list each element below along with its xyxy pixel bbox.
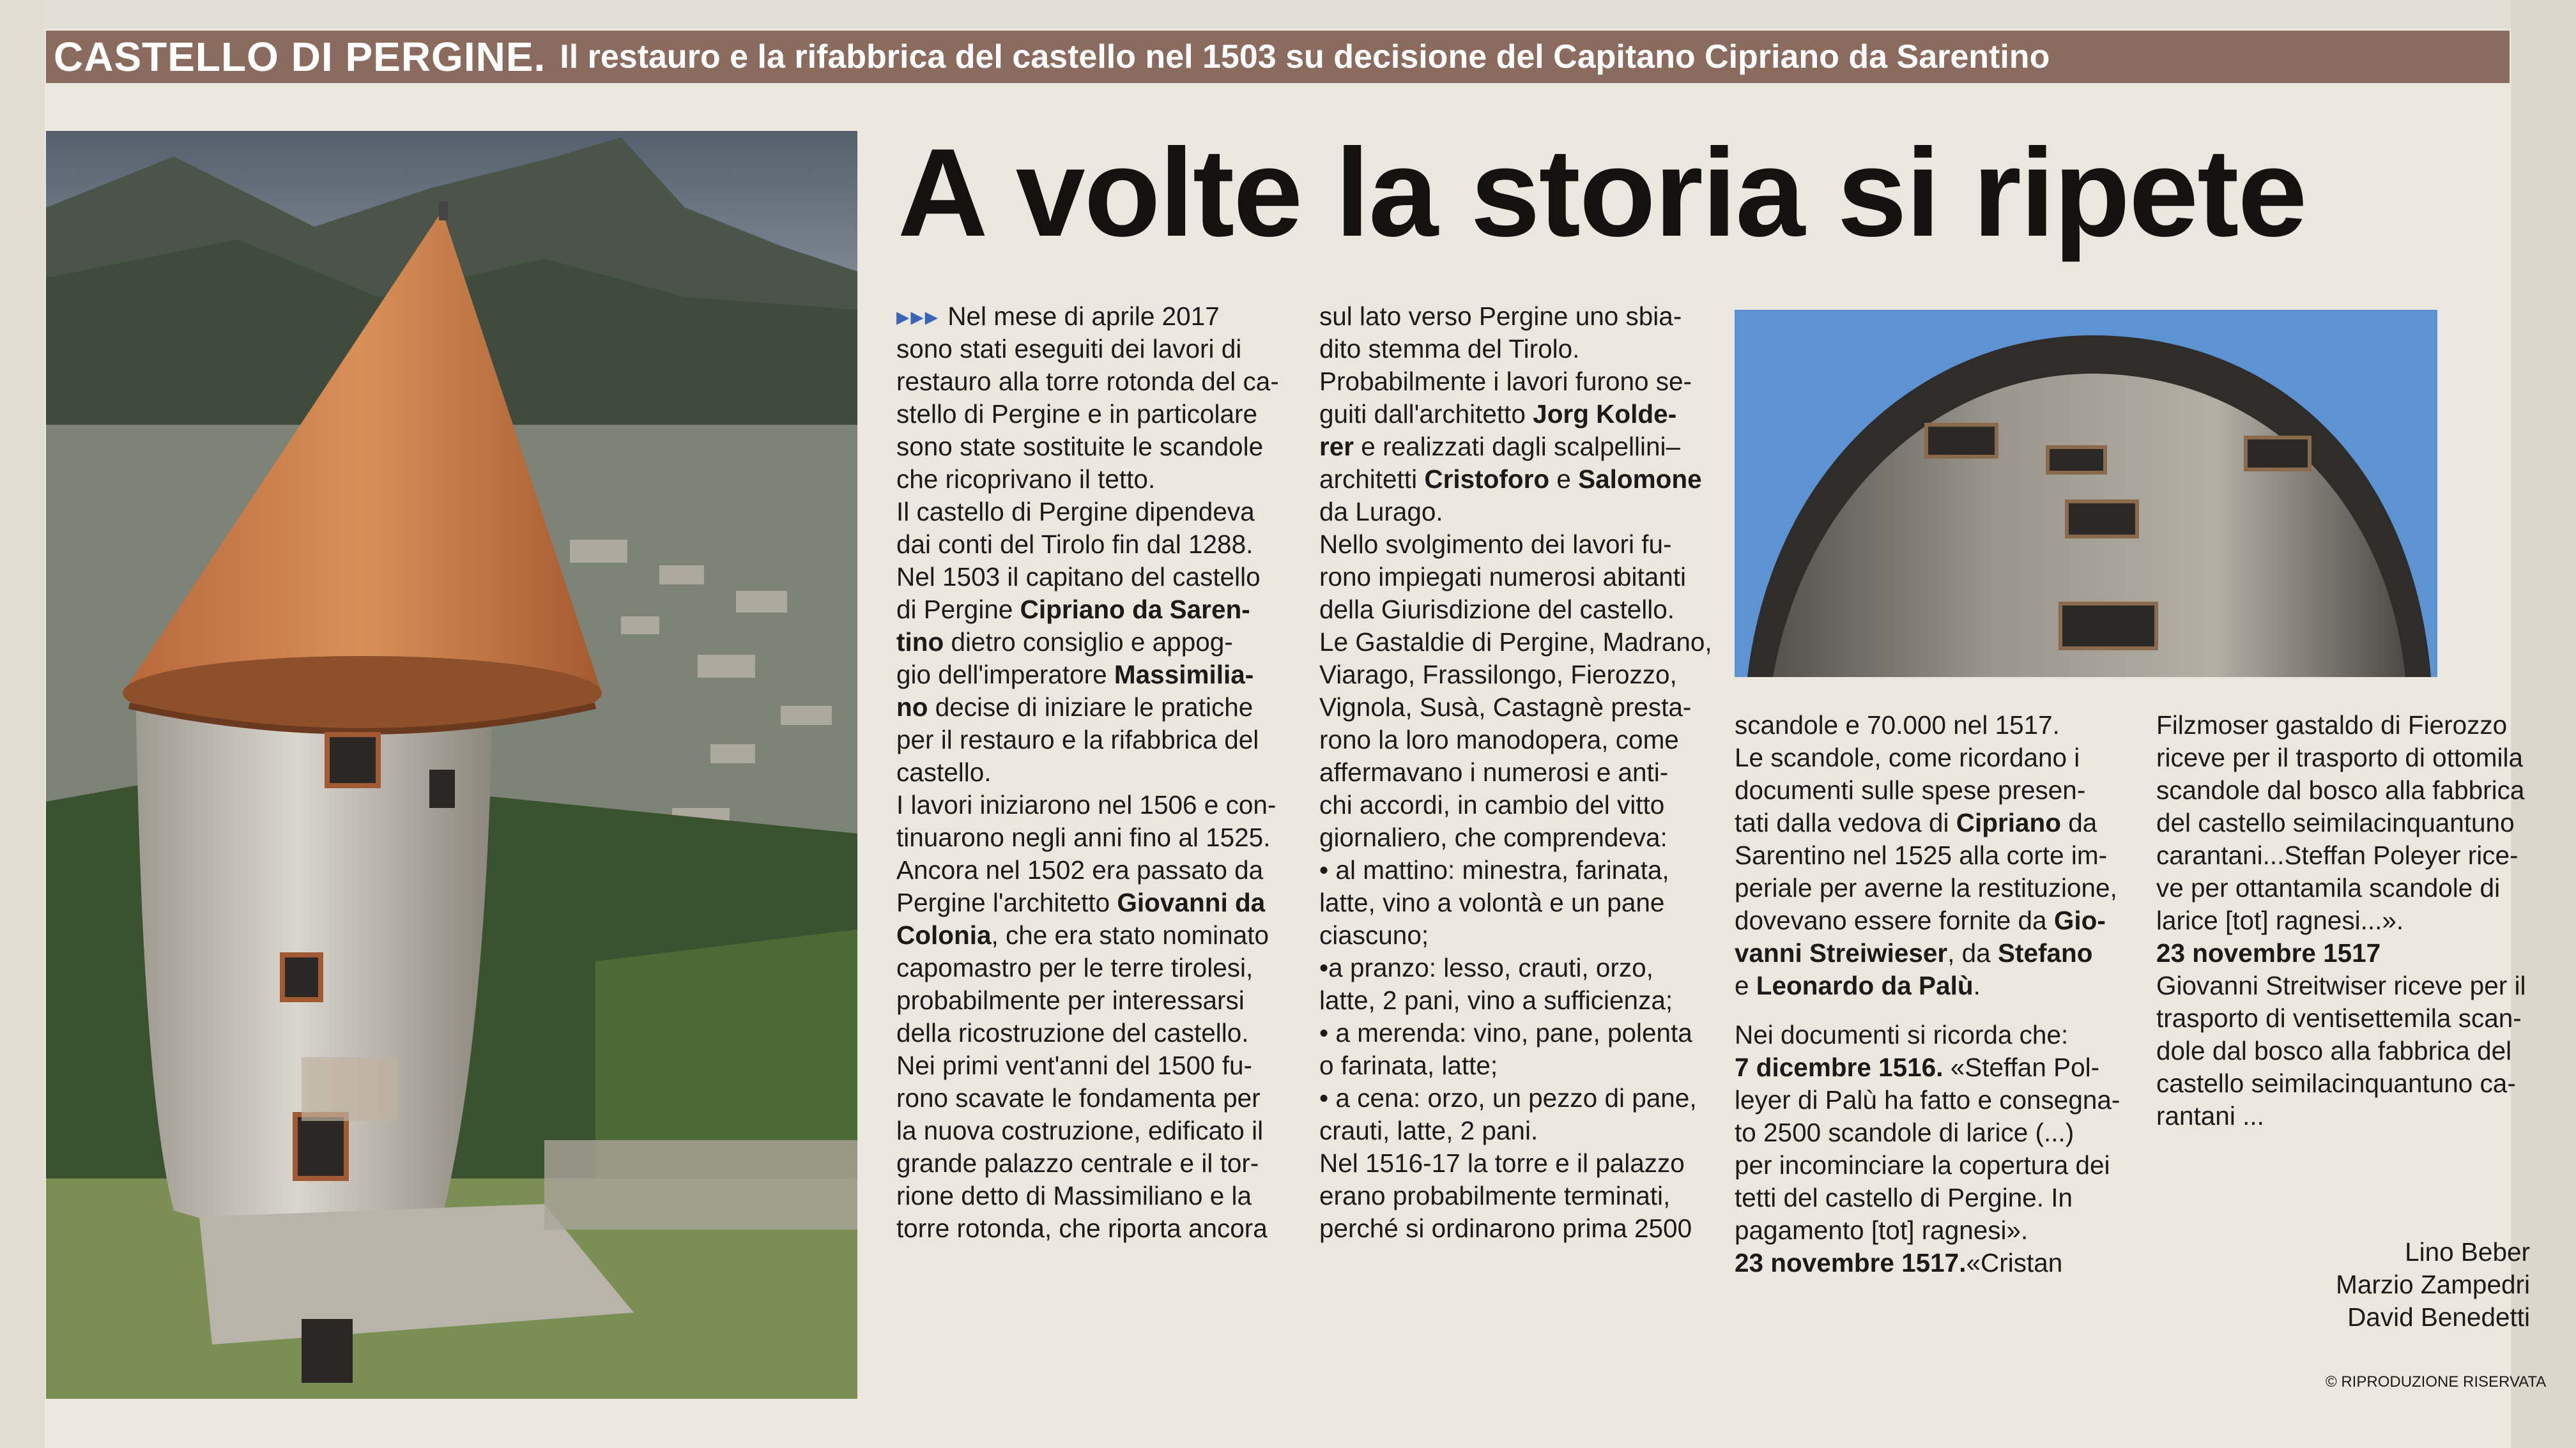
text-line: castello seimilacinquantuno ca- <box>2156 1069 2516 1098</box>
text-line: chi accordi, in cambio del vitto <box>1319 790 1665 819</box>
bold-text: Cipriano <box>1956 808 2061 837</box>
text-line: sono state sostituite le scandole <box>896 432 1264 461</box>
text-line: • a merenda: vino, pane, polenta <box>1319 1018 1692 1048</box>
text-line: castello. <box>896 758 992 787</box>
text-line: ciascuno; <box>1319 920 1429 950</box>
text-line: rantani ... <box>2156 1101 2264 1131</box>
text-line: Nei primi vent'anni del 1500 fu- <box>896 1051 1253 1080</box>
text-line: rono scavate le fondamenta per <box>896 1083 1261 1113</box>
text-line: che ricoprivano il tetto. <box>896 464 1156 494</box>
text-line: pagamento [tot] ragnesi». <box>1735 1216 2028 1245</box>
section-subtitle: Il restauro e la rifabbrica del castello nel 1503 su decisione del Capitano Cipriano da Sarentino <box>560 38 2050 75</box>
text-line: Sarentino nel 1525 alla corte im- <box>1735 841 2108 870</box>
text-line: di Pergine Cipriano da Saren- <box>896 595 1250 624</box>
bold-text: tino <box>896 627 944 657</box>
text-line: la nuova costruzione, edificato il <box>896 1116 1264 1145</box>
text-line: grande palazzo centrale e il tor- <box>896 1148 1259 1178</box>
bold-text: rer <box>1319 432 1354 461</box>
text-line: Nei documenti si ricorda che: <box>1735 1020 2069 1049</box>
text-line: guiti dall'architetto Jorg Kolde- <box>1319 399 1677 429</box>
bold-text: Salomone <box>1578 464 1702 494</box>
text-line: ve per ottantamila scandole di <box>2156 873 2501 903</box>
text-line: Viarago, Frassilongo, Fierozzo, <box>1319 660 1677 689</box>
bold-text: 23 novembre 1517. <box>1735 1248 1966 1277</box>
text-line: capomastro per le terre tirolesi, <box>896 953 1254 982</box>
bold-text: 23 novembre 1517 <box>2156 938 2381 968</box>
text-line: • al mattino: minestra, farinata, <box>1319 855 1669 885</box>
text-line: sul lato verso Pergine uno sbia- <box>1319 301 1682 331</box>
text-line: leyer di Palù ha fatto e consegna- <box>1735 1085 2120 1115</box>
author-name: David Benedetti <box>2347 1302 2530 1332</box>
bold-text: Leonardo da Palù <box>1756 971 1974 1000</box>
text-line: probabilmente per interessarsi <box>896 986 1245 1015</box>
text-line: 7 dicembre 1516. «Steffan Pol- <box>1735 1053 2100 1082</box>
article-column-1 <box>896 300 1280 1245</box>
text-line: documenti sulle spese presen- <box>1735 775 2086 805</box>
bold-text: Cristoforo <box>1424 464 1550 494</box>
text-line: dito stemma del Tirolo. <box>1319 334 1580 363</box>
text-line: Le Gastaldie di Pergine, Madrano, <box>1319 627 1712 657</box>
text-line: dole dal bosco alla fabbrica del <box>2156 1036 2512 1065</box>
text-line: vanni Streiwieser, da Stefano <box>1735 938 2093 968</box>
tower-detail-photo <box>1735 310 2437 677</box>
previous-page-edge <box>0 0 45 1448</box>
author-name: Marzio Zampedri <box>2336 1270 2530 1299</box>
text-line: Nel 1503 il capitano del castello <box>896 562 1261 591</box>
article-column-2 <box>1319 300 1712 1245</box>
article-headline: A volte la storia si ripete <box>898 123 2306 263</box>
bold-text: no <box>896 692 928 722</box>
text-line: Ancora nel 1502 era passato da <box>896 855 1264 885</box>
text-line: dovevano essere fornite da Gio- <box>1735 906 2106 935</box>
text-line: Pergine l'architetto Giovanni da <box>896 888 1266 917</box>
text-line: latte, 2 pani, vino a sufficienza; <box>1319 986 1673 1015</box>
text-line: •a pranzo: lesso, crauti, orzo, <box>1319 953 1653 982</box>
text-line: da Lurago. <box>1319 497 1443 526</box>
copyright-notice: © RIPRODUZIONE RISERVATA <box>2326 1373 2547 1391</box>
text-line: no decise di iniziare le pratiche <box>896 692 1254 722</box>
text-line: Il castello di Pergine dipendeva <box>896 497 1255 526</box>
text-line: torre rotonda, che riporta ancora <box>896 1214 1268 1243</box>
text-line: Nello svolgimento dei lavori fu- <box>1319 530 1672 559</box>
author-signatures <box>2249 1236 2530 1334</box>
article-column-3 <box>1735 709 2118 1279</box>
castle-tower-photo <box>46 131 857 1399</box>
text-line: giornaliero, che comprendeva: <box>1319 823 1667 852</box>
text-line: tinuarono negli anni fino al 1525. <box>896 823 1271 852</box>
bold-text: vanni Streiwieser <box>1735 938 1948 968</box>
text-line: rono impiegati numerosi abitanti <box>1319 562 1687 591</box>
text-line: • a cena: orzo, un pezzo di pane, <box>1319 1083 1697 1113</box>
bold-text: Giovanni da <box>1117 888 1266 917</box>
text-line: del castello seimilacinquantuno <box>2156 808 2515 837</box>
bold-text: 7 dicembre 1516. <box>1735 1053 1943 1082</box>
bold-text: Stefano <box>1997 938 2093 968</box>
section-title: CASTELLO DI PERGINE. <box>54 34 546 80</box>
bold-text: Colonia <box>896 920 992 950</box>
text-line: della Giurisdizione del castello. <box>1319 595 1675 624</box>
text-line: trasporto di ventisettemila scan- <box>2156 1003 2522 1033</box>
text-line: gio dell'imperatore Massimilia- <box>896 660 1254 689</box>
bold-text: Massimilia- <box>1114 660 1254 689</box>
text-line: latte, vino a volontà e un pane <box>1319 888 1665 917</box>
top-paper-edge <box>45 0 2512 29</box>
text-line: dai conti del Tirolo fin dal 1288. <box>896 530 1254 559</box>
article-start-marker: ▸▸▸ <box>896 301 948 331</box>
text-line: erano probabilmente terminati, <box>1319 1181 1671 1210</box>
text-line: Giovanni Streitwiser riceve per il <box>2156 971 2526 1000</box>
text-line: stello di Pergine e in particolare <box>896 399 1258 429</box>
text-line: crauti, latte, 2 pani. <box>1319 1116 1538 1145</box>
text-line: periale per averne la restituzione, <box>1735 873 2117 903</box>
text-line: tino dietro consiglio e appog- <box>896 627 1233 657</box>
text-line: per il restauro e la rifabbrica del <box>896 725 1259 754</box>
text-line: scandole e 70.000 nel 1517. <box>1735 710 2060 740</box>
text-line: per incominciare la copertura dei <box>1735 1150 2110 1180</box>
text-line: Vignola, Susà, Castagnè presta- <box>1319 692 1692 722</box>
text-line: o farinata, latte; <box>1319 1051 1498 1080</box>
text-line: Probabilmente i lavori furono se- <box>1319 367 1692 396</box>
bold-text: Gio- <box>2053 906 2106 935</box>
text-line: architetti Cristoforo e Salomone <box>1319 464 1702 494</box>
text-line: rono la loro manodopera, come <box>1319 725 1679 754</box>
text-line: to 2500 scandole di larice (...) <box>1735 1118 2074 1147</box>
text-line <box>1735 1002 2118 1019</box>
article-column-4 <box>2156 709 2540 1132</box>
text-line: e Leonardo da Palù. <box>1735 971 1981 1000</box>
text-line: tati dalla vedova di Cipriano da <box>1735 808 2097 837</box>
text-line: scandole dal bosco alla fabbrica <box>2156 775 2525 805</box>
text-line: carantani...Steffan Poleyer rice- <box>2156 841 2518 870</box>
text-line: Colonia, che era stato nominato <box>896 920 1269 950</box>
text-line: perché si ordinarono prima 2500 <box>1319 1214 1692 1243</box>
text-line: affermavano i numerosi e anti- <box>1319 758 1669 787</box>
text-line: Le scandole, come ricordano i <box>1735 743 2080 772</box>
text-line: tetti del castello di Pergine. In <box>1735 1183 2073 1212</box>
bold-text: Jorg Kolde- <box>1533 399 1677 429</box>
text-line: 23 novembre 1517.«Cristan <box>1735 1248 2063 1277</box>
text-line: riceve per il trasporto di ottomila <box>2156 743 2523 772</box>
text-line: restauro alla torre rotonda del ca- <box>896 367 1279 396</box>
section-header-band <box>46 31 2510 83</box>
text-line: della ricostruzione del castello. <box>896 1018 1249 1048</box>
text-line: Filzmoser gastaldo di Fierozzo <box>2156 710 2508 740</box>
text-line: Nel 1516-17 la torre e il palazzo <box>1319 1148 1685 1178</box>
bold-text: Cipriano da Saren- <box>1020 595 1250 624</box>
text-line: larice [tot] ragnesi...». <box>2156 906 2404 935</box>
text-line: sono stati eseguiti dei lavori di <box>896 334 1242 363</box>
author-name: Lino Beber <box>2405 1237 2530 1267</box>
text-line: rer e realizzati dagli scalpellini– <box>1319 432 1681 461</box>
text-line <box>2156 937 2540 970</box>
text-line: I lavori iniziarono nel 1506 e con- <box>896 790 1276 819</box>
text-line: rione detto di Massimiliano e la <box>896 1181 1252 1210</box>
text-line: ▸▸▸ Nel mese di aprile 2017 <box>896 301 1220 331</box>
